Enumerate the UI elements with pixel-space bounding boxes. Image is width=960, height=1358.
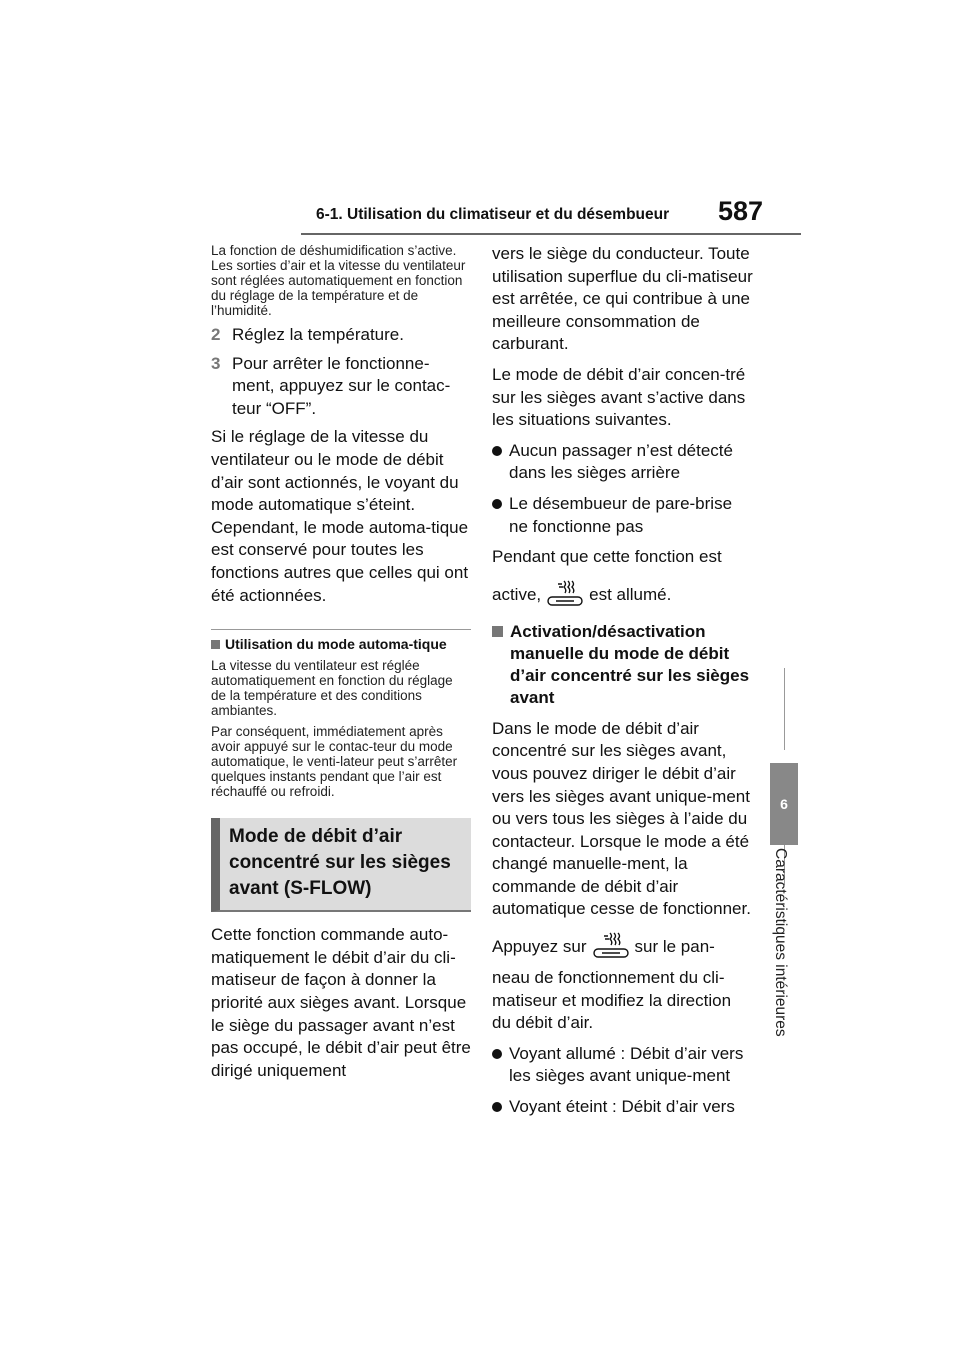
inline-text: sur le pan- [634, 937, 715, 957]
step-text: Réglez la température. [232, 325, 404, 344]
inline-text: active, [492, 585, 542, 605]
list-item-text: Le désembueur de pare-brise ne fonctionne pas [509, 493, 733, 536]
auto-mode-note-2: Par conséquent, immédiatement après avoir appuyé sur le contac-teur du mode automatique, le venti-lateur peut s’arrêter quelques instants pendant que l’air est réchauffé ou refroidi. [211, 724, 458, 800]
step-text: Pour arrêter le fonctionne-ment, appuyez sur le contac-teur “OFF”. [232, 353, 451, 418]
right-column [492, 243, 754, 1127]
divider [211, 629, 471, 630]
list-item [492, 1043, 754, 1088]
square-bullet-icon [492, 626, 503, 637]
auto-mode-paragraph: Si le réglage de la vitesse du ventilateur ou le mode de débit d’air sont actionnés, le voyant du mode automatique s’éteint. Cependant, le mode automa-tique est conservé pour toutes les fonctions autres que celles qui ont été actionnées. [211, 427, 469, 605]
list-item-text: Voyant allumé : Débit d’air vers les sièges avant unique-ment [509, 1043, 744, 1086]
list-item-text: Aucun passager n’est détecté dans les sièges arrière [509, 440, 733, 483]
heading-text: Activation/désactivation manuelle du mode de débit d’air concentré sur les sièges avant [510, 621, 750, 707]
step-3 [211, 353, 471, 421]
step-number: 2 [211, 325, 221, 344]
step-2 [211, 324, 471, 347]
s-flow-button-icon [592, 929, 630, 959]
auto-mode-note-1: La vitesse du ventilateur est réglée automatiquement en fonction du réglage de la température et des conditions ambiantes. [211, 658, 453, 719]
list-item [492, 493, 754, 538]
square-bullet-icon [211, 640, 220, 649]
bullet-icon [492, 1102, 502, 1112]
chapter-tab: 6 [770, 763, 798, 845]
intro-note: La fonction de déshumidification s’active. Les sorties d’air et la vitesse du ventilateur sont réglées automatiquement en fonction du réglage de la température et de l’humidité. [211, 243, 466, 318]
list-item [492, 440, 754, 485]
auto-mode-subheading [211, 637, 471, 652]
press-instruction-line [492, 929, 754, 959]
page-number: 587 [718, 196, 764, 226]
manual-mode-heading [492, 621, 754, 709]
section-title-box: Mode de débit d’air concentré sur les sièges avant (S-FLOW) [211, 818, 471, 912]
right-paragraph-6: neau de fonctionnement du cli-matiseur et modifiez la direction du débit d’air. [492, 968, 732, 1033]
subheading-text: Utilisation du mode automa-tique [225, 636, 447, 653]
right-paragraph-2: Le mode de débit d’air concen-tré sur les sièges avant s’active dans les situations suivantes. [492, 364, 746, 430]
indicator-line [492, 577, 754, 607]
s-flow-paragraph: Cette fonction commande auto-matiquement le débit d’air du cli-matiseur de façon à donner la priorité aux sièges avant. Lorsque le siège du passager avant n’est pas occupé, le débit d’air peut être dirigé uniquement [211, 925, 471, 1080]
right-paragraph-4: Dans le mode de débit d’air concentré sur les sièges avant, vous pouvez diriger le débit d’air vers les sièges avant unique-ment ou vers tous les sièges à l’aide du contacteur. Lorsque le mode a été changé manuelle-ment, la commande de débit d’air automatique cesse de fonctionner. [492, 718, 751, 919]
bullet-icon [492, 499, 502, 509]
chapter-label: Caractéristiques intérieures [772, 848, 789, 1037]
chapter-section-title: 6-1. Utilisation du climatiseur et du désembueur [316, 206, 670, 223]
side-rule-top [784, 668, 785, 750]
list-item-text: Voyant éteint : Débit d’air vers [509, 1097, 735, 1117]
header-rule [301, 233, 801, 235]
inline-text: est allumé. [589, 585, 672, 605]
step-number: 3 [211, 353, 221, 373]
inline-text: Appuyez sur [492, 937, 587, 957]
bullet-icon [492, 446, 502, 456]
right-paragraph-1: vers le siège du conducteur. Toute utilisation superflue du cli-matiseur est arrêtée, ce qui contribue à une meilleure consommation de carburant. [492, 244, 753, 354]
left-column [211, 243, 471, 1090]
right-paragraph-3: Pendant que cette fonction est [492, 547, 722, 567]
s-flow-button-icon [546, 577, 584, 607]
bullet-icon [492, 1049, 502, 1059]
list-item [492, 1096, 754, 1119]
